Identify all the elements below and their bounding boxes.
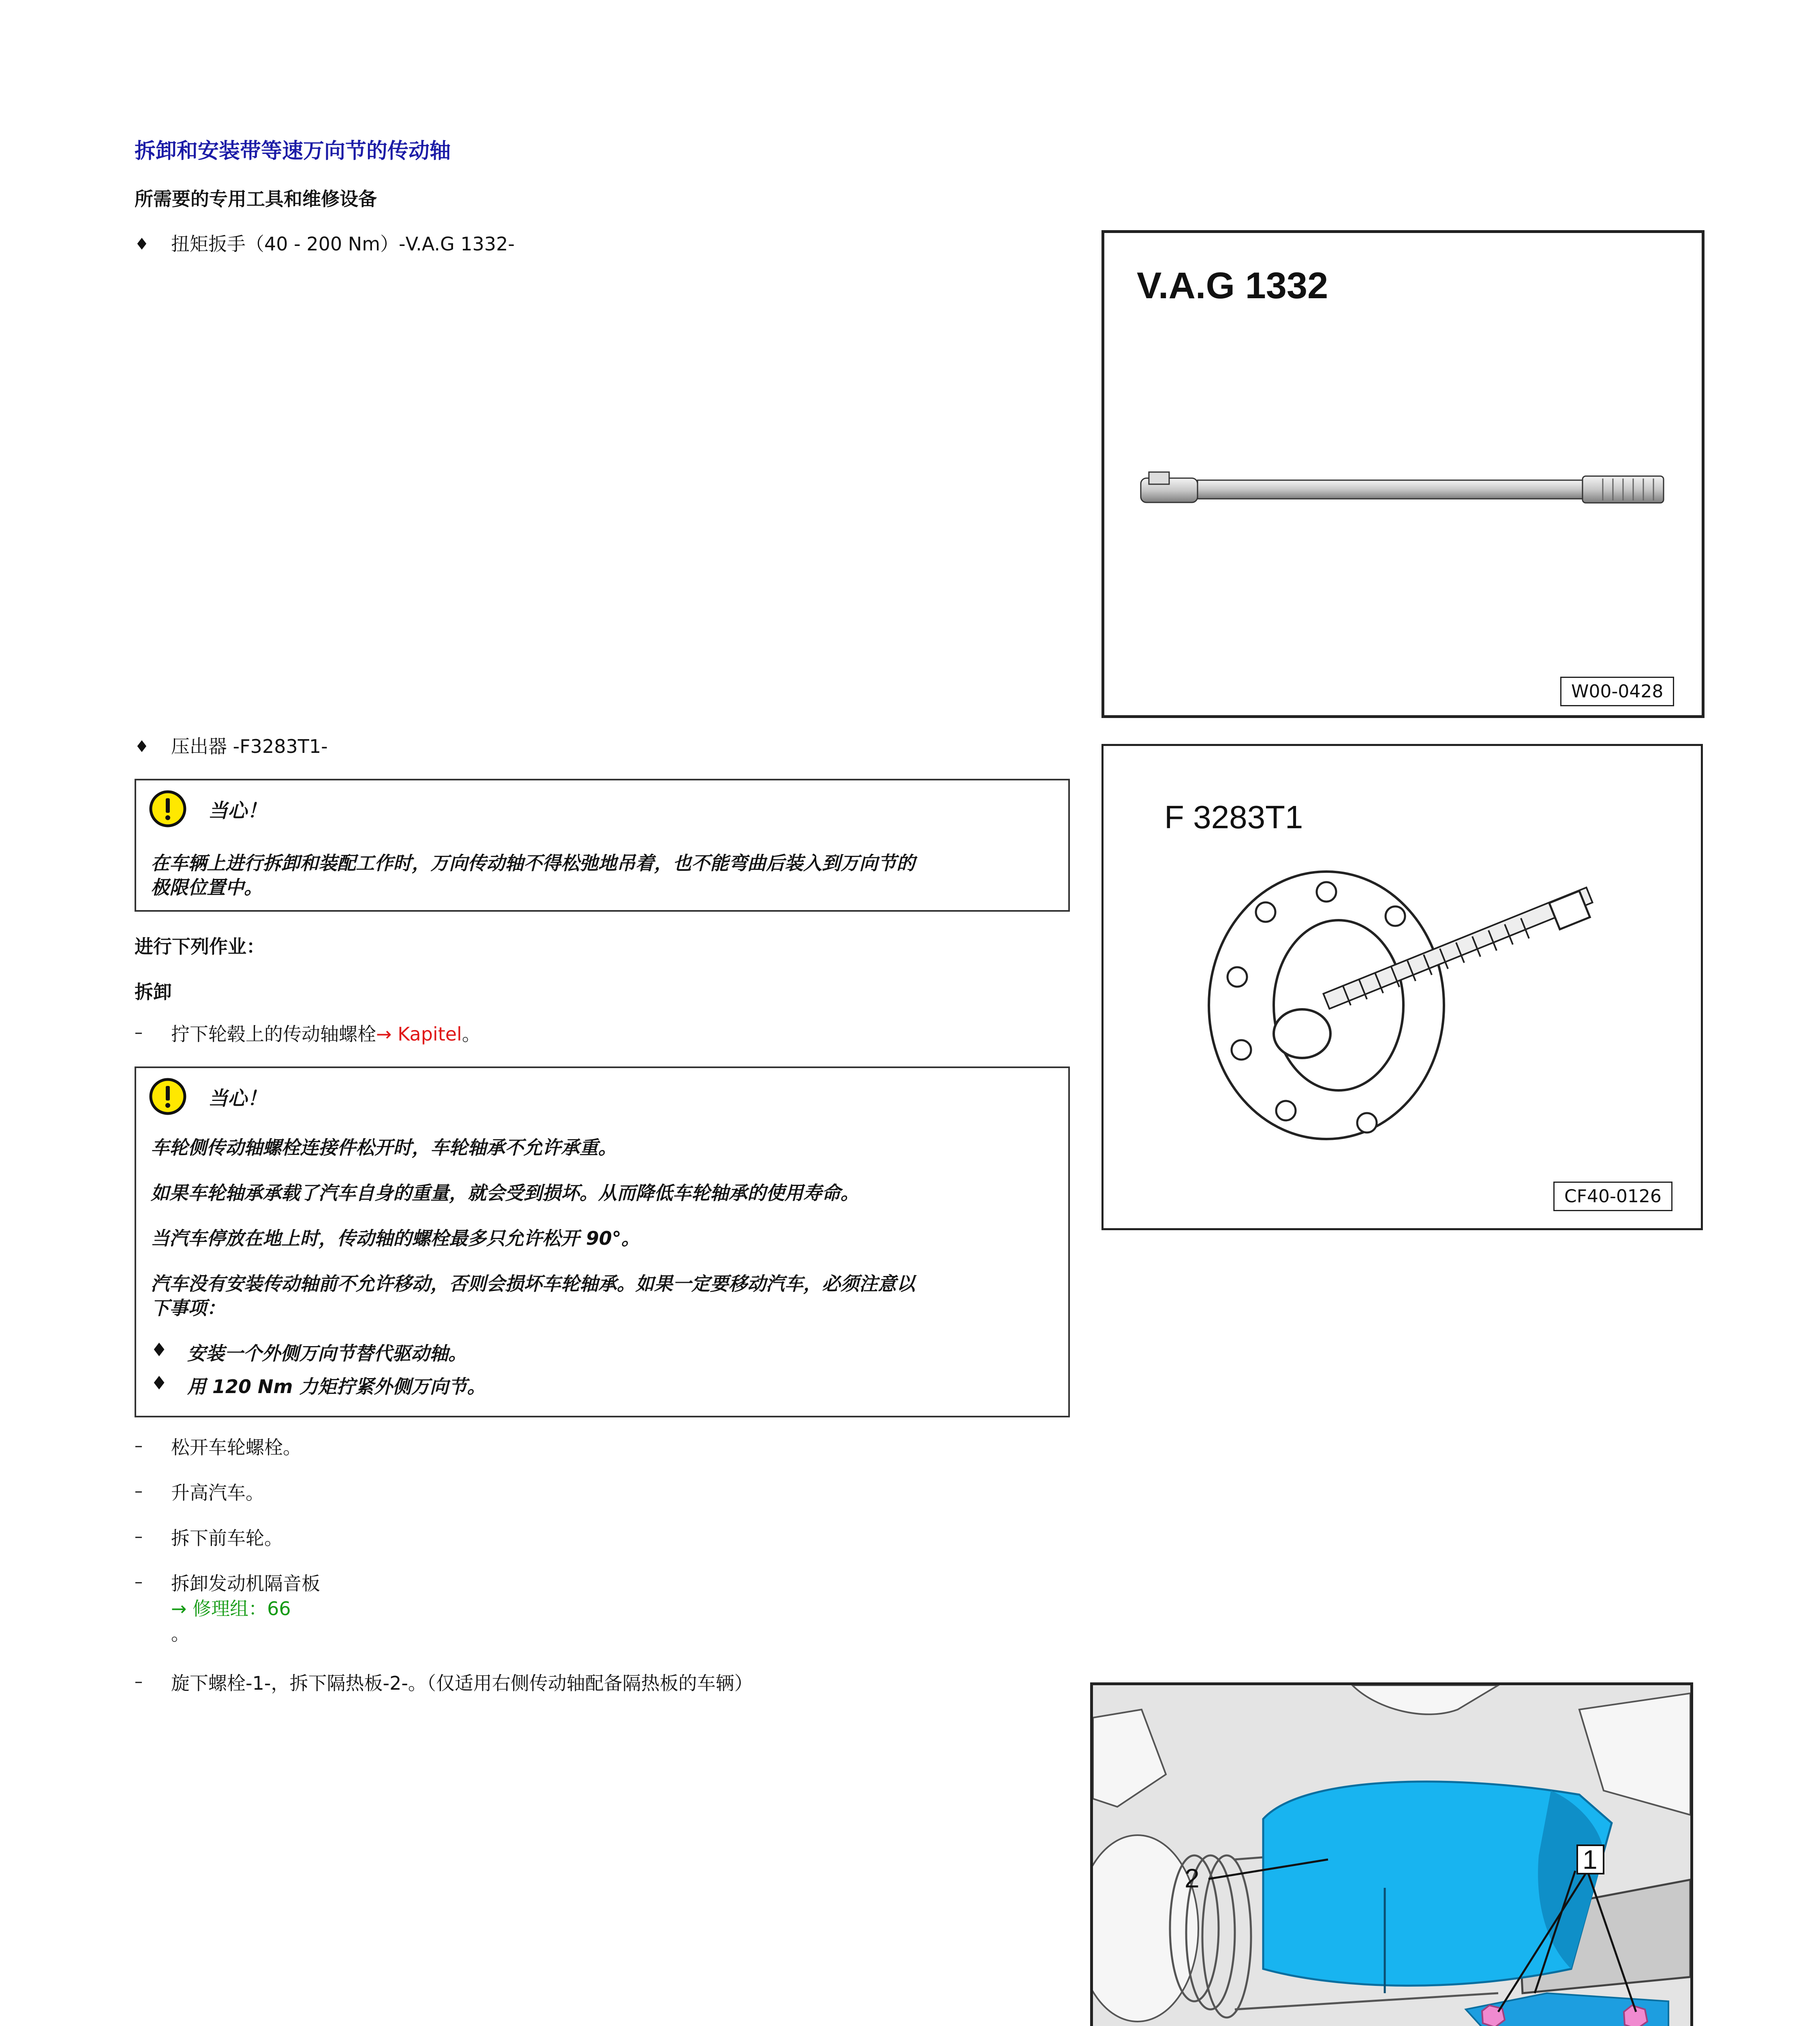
puller-illustration bbox=[1205, 868, 1651, 1143]
procedure-heading: 进行下列作业： bbox=[135, 936, 265, 957]
caution-text: 极限位置中。 bbox=[151, 876, 263, 898]
caution-text: 如果车轮轴承承载了汽车自身的重量，就会受到损坏。从而降低车轮轴承的使用寿命。 bbox=[151, 1182, 859, 1204]
step-text-end: 。 bbox=[462, 1023, 481, 1045]
caution-bullet bbox=[151, 1339, 167, 1361]
page-title: 拆卸和安装带等速万向节的传动轴 bbox=[135, 139, 451, 163]
bullet-icon: ♦ bbox=[151, 1372, 168, 1394]
step-raise-vehicle: 升高汽车。 bbox=[171, 1482, 264, 1504]
warning-exclamation-icon bbox=[148, 1077, 187, 1116]
bullet-icon: ♦ bbox=[135, 737, 149, 756]
caution-label: 当心！ bbox=[208, 1087, 267, 1110]
callout-2: 2 bbox=[1185, 1863, 1200, 1893]
tool-item-puller: 压出器 -F3283T1- bbox=[171, 735, 328, 757]
caution-text: 汽车没有安装传动轴前不允许移动，否则会损坏车轮轴承。如果一定要移动汽车，必须注意以 bbox=[151, 1273, 915, 1295]
figure-torque-wrench bbox=[1101, 230, 1705, 718]
bullet-icon: ♦ bbox=[135, 235, 149, 254]
figure-code: CF40-0126 bbox=[1553, 1182, 1672, 1211]
caution-text: 在车辆上进行拆卸和装配工作时，万向传动轴不得松弛地吊着，也不能弯曲后装入到万向节的 bbox=[151, 852, 915, 874]
figure-tool-label: F 3283T1 bbox=[1164, 799, 1303, 835]
torque-wrench-illustration bbox=[1137, 460, 1672, 513]
figure-puller bbox=[1101, 744, 1703, 1230]
caution-text: 下事项： bbox=[151, 1297, 225, 1319]
heat-shield-illustration bbox=[1093, 1685, 1690, 2026]
caution-box-1 bbox=[135, 779, 1070, 912]
caution-label: 当心！ bbox=[208, 799, 267, 822]
callout-1: 1 bbox=[1583, 1844, 1598, 1874]
step-remove-front-wheel: 拆下前车轮。 bbox=[171, 1527, 283, 1549]
step-remove-heat-shield: 旋下螺栓-1-，拆下隔热板-2-。（仅适用右侧传动轴配备隔热板的车辆） bbox=[171, 1672, 753, 1694]
tool-item-torque-wrench: 扭矩扳手（40 - 200 Nm）-V.A.G 1332- bbox=[171, 233, 515, 255]
caution-text: 当汽车停放在地上时，传动轴的螺栓最多只允许松开 90°。 bbox=[151, 1227, 640, 1249]
caution-bullet bbox=[151, 1372, 167, 1394]
step-loosen-wheel-bolts: 松开车轮螺栓。 bbox=[171, 1436, 302, 1458]
warning-exclamation-icon bbox=[148, 789, 187, 828]
dash-marker: – bbox=[135, 1527, 143, 1546]
dash-marker: – bbox=[135, 1482, 143, 1500]
tools-heading: 所需要的专用工具和维修设备 bbox=[135, 188, 377, 210]
step-text-end: 。 bbox=[171, 1623, 190, 1645]
figure-heat-shield bbox=[1090, 1682, 1693, 2026]
step-remove-driveshaft-bolt bbox=[171, 1022, 481, 1046]
caution-text: 车轮侧传动轴螺栓连接件松开时，车轮轴承不允许承重。 bbox=[151, 1137, 617, 1158]
caution-bullet-text: 安装一个外侧万向节替代驱动轴。 bbox=[187, 1342, 467, 1364]
dash-marker: – bbox=[135, 1023, 143, 1042]
repair-group-link[interactable]: → 修理组：66 bbox=[171, 1598, 291, 1620]
dash-marker: – bbox=[135, 1573, 143, 1591]
step-remove-noise-insulation: 拆卸发动机隔音板 bbox=[171, 1573, 320, 1594]
caution-bullet-text: 用 120 Nm 力矩拧紧外侧万向节。 bbox=[187, 1376, 486, 1398]
figure-tool-label: V.A.G 1332 bbox=[1137, 265, 1328, 306]
chapter-link[interactable]: → Kapitel bbox=[376, 1023, 462, 1045]
dash-marker: – bbox=[135, 1672, 143, 1691]
dash-marker: – bbox=[135, 1436, 143, 1455]
step-text: 拧下轮毂上的传动轴螺栓 bbox=[171, 1023, 376, 1045]
caution-box-2 bbox=[135, 1066, 1070, 1417]
figure-code: W00-0428 bbox=[1560, 677, 1674, 706]
removal-heading: 拆卸 bbox=[135, 981, 172, 1003]
bullet-icon: ♦ bbox=[151, 1339, 168, 1361]
